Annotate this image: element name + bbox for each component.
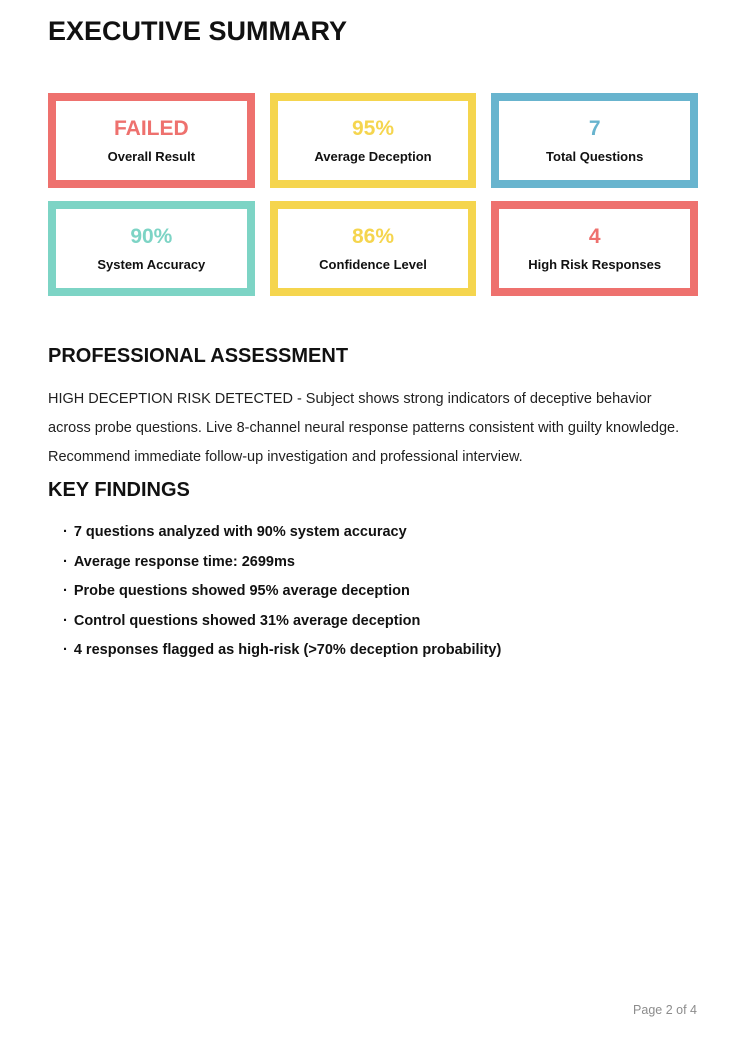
section-heading-professional-assessment: PROFESSIONAL ASSESSMENT bbox=[48, 345, 349, 367]
page-title: EXECUTIVE SUMMARY bbox=[48, 16, 348, 46]
stat-value: 95% bbox=[351, 117, 394, 140]
assessment-body-text: HIGH DECEPTION RISK DETECTED - Subject shows strong indicators of deceptive behavior across probe questions. Live 8-channel neural response patterns consistent with guilty knowledge. Recommend immediate follow-up investigation and professional interview. bbox=[48, 391, 680, 465]
bullet-icon: · bbox=[63, 612, 68, 629]
page-number: Page 2 of 4 bbox=[633, 1003, 697, 1017]
stat-label: Average Deception bbox=[314, 149, 432, 164]
stat-card-confidence-level bbox=[270, 201, 477, 296]
finding-item bbox=[63, 548, 698, 578]
stat-card-average-deception bbox=[270, 93, 477, 188]
finding-item bbox=[63, 636, 698, 666]
finding-item bbox=[63, 577, 698, 607]
finding-text: 4 responses flagged as high-risk (>70% deception probability) bbox=[73, 642, 502, 658]
finding-item bbox=[63, 518, 698, 548]
finding-text: Control questions showed 31% average deception bbox=[73, 612, 421, 629]
stat-card-total-questions bbox=[491, 93, 698, 188]
stat-label: Total Questions bbox=[546, 149, 644, 164]
finding-item bbox=[63, 607, 698, 637]
stat-value: 7 bbox=[588, 117, 601, 140]
key-findings-list bbox=[48, 518, 698, 666]
finding-text: Probe questions showed 95% average deception bbox=[73, 583, 410, 599]
bullet-icon: · bbox=[63, 553, 68, 570]
stat-cards-grid bbox=[48, 93, 698, 296]
stat-card-overall-result bbox=[48, 93, 255, 188]
stat-card-high-risk-responses bbox=[491, 201, 698, 296]
section-heading-key-findings: KEY FINDINGS bbox=[48, 479, 190, 501]
bullet-icon: · bbox=[63, 583, 68, 599]
stat-label: High Risk Responses bbox=[528, 257, 662, 272]
stat-value: 86% bbox=[351, 225, 394, 248]
bullet-icon: · bbox=[63, 642, 68, 658]
stat-card-system-accuracy bbox=[48, 201, 255, 296]
finding-text: 7 questions analyzed with 90% system accuracy bbox=[73, 524, 407, 540]
stat-value: 4 bbox=[588, 225, 601, 248]
stat-label: Overall Result bbox=[107, 149, 196, 164]
stat-label: System Accuracy bbox=[97, 257, 206, 272]
stat-label: Confidence Level bbox=[319, 257, 427, 272]
bullet-icon: · bbox=[63, 524, 68, 540]
finding-text: Average response time: 2699ms bbox=[73, 553, 295, 570]
stat-value: 90% bbox=[130, 225, 173, 248]
stat-value: FAILED bbox=[113, 117, 189, 140]
